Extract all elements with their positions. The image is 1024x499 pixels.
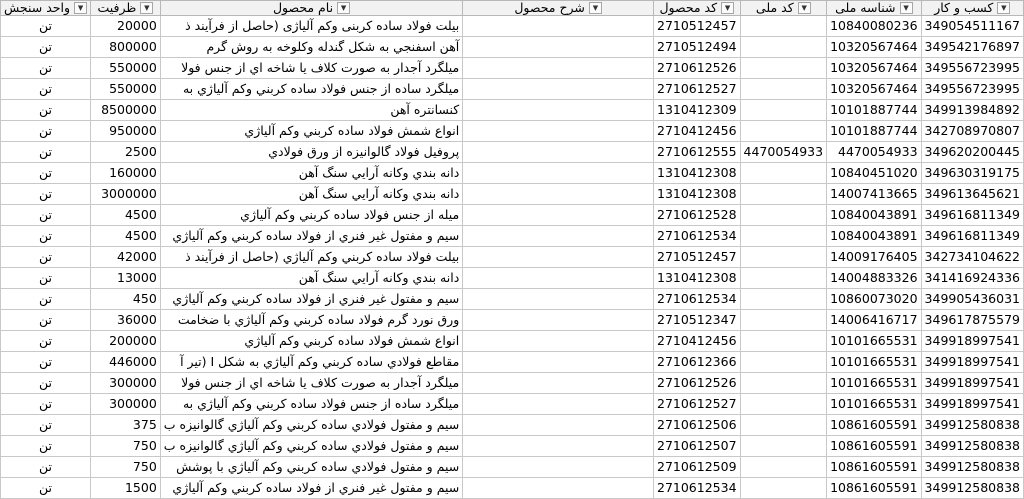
cell-business-code[interactable]: 349912580838 xyxy=(921,457,1023,478)
cell-national-code[interactable] xyxy=(740,163,827,184)
cell-national-code[interactable] xyxy=(740,394,827,415)
cell-national-id[interactable]: 10840043891 xyxy=(827,205,921,226)
cell-product-desc[interactable] xyxy=(463,121,654,142)
cell-product-desc[interactable] xyxy=(463,373,654,394)
cell-business-code[interactable]: 349912580838 xyxy=(921,436,1023,457)
table-row xyxy=(1,457,1024,478)
cell-capacity[interactable]: 375 xyxy=(91,415,161,436)
cell-business-code[interactable]: 349613645621 xyxy=(921,184,1023,205)
table-row xyxy=(1,247,1024,268)
cell-national-code[interactable] xyxy=(740,331,827,352)
cell-capacity[interactable]: 160000 xyxy=(91,163,161,184)
filter-dropdown-icon[interactable]: ▼ xyxy=(798,2,811,14)
cell-national-id[interactable]: 10860073020 xyxy=(827,289,921,310)
header-unit[interactable] xyxy=(1,1,91,16)
cell-national-id[interactable]: 10101887744 xyxy=(827,100,921,121)
cell-national-id[interactable]: 10861605591 xyxy=(827,478,921,499)
cell-national-id[interactable]: 10320567464 xyxy=(827,37,921,58)
cell-product-name[interactable]: ميلگرد آجدار به صورت کلاف یا شاخه اي از جنس فولا xyxy=(160,373,462,394)
cell-product-code[interactable]: 2710612534 xyxy=(654,226,741,247)
cell-national-code[interactable] xyxy=(740,37,827,58)
cell-business-code[interactable]: 349556723995 xyxy=(921,58,1023,79)
cell-capacity[interactable]: 550000 xyxy=(91,58,161,79)
cell-national-code[interactable] xyxy=(740,289,827,310)
cell-national-code[interactable] xyxy=(740,58,827,79)
cell-unit[interactable]: تن xyxy=(1,352,91,373)
cell-unit[interactable]: تن xyxy=(1,142,91,163)
cell-unit[interactable]: تن xyxy=(1,457,91,478)
cell-product-name[interactable]: سيم و مفتول فولادي ساده کربني وکم آلیاژي گالوانيزه ب xyxy=(160,415,462,436)
cell-product-name[interactable]: کنسانتره آهن xyxy=(160,100,462,121)
cell-national-id[interactable]: 10861605591 xyxy=(827,415,921,436)
cell-unit[interactable]: تن xyxy=(1,373,91,394)
cell-national-id[interactable]: 10101887744 xyxy=(827,121,921,142)
cell-product-name[interactable]: ميلگرد ساده از جنس فولاد ساده کربني وکم آلیاژي به xyxy=(160,394,462,415)
cell-product-desc[interactable] xyxy=(463,352,654,373)
cell-business-code[interactable]: 349912580838 xyxy=(921,478,1023,499)
cell-product-name[interactable]: سيم و مفتول غير فنري از فولاد ساده کربني وکم آلیاژي xyxy=(160,226,462,247)
table-row xyxy=(1,331,1024,352)
cell-capacity[interactable]: 2500 xyxy=(91,142,161,163)
cell-product-desc[interactable] xyxy=(463,16,654,37)
cell-product-code[interactable]: 2710612534 xyxy=(654,289,741,310)
cell-business-code[interactable]: 349912580838 xyxy=(921,415,1023,436)
cell-unit[interactable]: تن xyxy=(1,205,91,226)
cell-national-id[interactable]: 10320567464 xyxy=(827,79,921,100)
cell-national-code[interactable]: 4470054933 xyxy=(740,142,827,163)
cell-capacity[interactable]: 200000 xyxy=(91,331,161,352)
cell-product-code[interactable]: 2710612527 xyxy=(654,394,741,415)
cell-product-code[interactable]: 1310412309 xyxy=(654,100,741,121)
cell-product-code[interactable]: 2710612528 xyxy=(654,205,741,226)
cell-national-code[interactable] xyxy=(740,373,827,394)
cell-product-code[interactable]: 2710612506 xyxy=(654,415,741,436)
cell-product-code[interactable]: 2710512494 xyxy=(654,37,741,58)
table-row xyxy=(1,205,1024,226)
cell-business-code[interactable]: 349918997541 xyxy=(921,373,1023,394)
cell-unit[interactable]: تن xyxy=(1,394,91,415)
table-row xyxy=(1,184,1024,205)
cell-product-desc[interactable] xyxy=(463,394,654,415)
cell-national-code[interactable] xyxy=(740,184,827,205)
cell-capacity[interactable]: 450 xyxy=(91,289,161,310)
table-row xyxy=(1,436,1024,457)
cell-business-code[interactable]: 349542176897 xyxy=(921,37,1023,58)
cell-capacity[interactable]: 1500 xyxy=(91,478,161,499)
cell-business-code[interactable]: 349918997541 xyxy=(921,394,1023,415)
cell-product-name[interactable]: سيم و مفتول غير فنري از فولاد ساده کربني وکم آلیاژي xyxy=(160,289,462,310)
cell-product-code[interactable]: 1310412308 xyxy=(654,268,741,289)
cell-product-name[interactable]: دانه بندي وکانه آرایي سنگ آهن xyxy=(160,163,462,184)
cell-product-code[interactable]: 2710612507 xyxy=(654,436,741,457)
cell-national-code[interactable] xyxy=(740,247,827,268)
cell-product-desc[interactable] xyxy=(463,79,654,100)
cell-unit[interactable]: تن xyxy=(1,415,91,436)
cell-unit[interactable]: تن xyxy=(1,184,91,205)
cell-capacity[interactable]: 300000 xyxy=(91,394,161,415)
cell-product-desc[interactable] xyxy=(463,226,654,247)
cell-national-code[interactable] xyxy=(740,310,827,331)
cell-product-name[interactable]: انواع شمش فولاد ساده کربني وکم آلیاژي xyxy=(160,331,462,352)
cell-national-code[interactable] xyxy=(740,415,827,436)
cell-capacity[interactable]: 42000 xyxy=(91,247,161,268)
header-capacity[interactable] xyxy=(91,1,161,16)
cell-product-desc[interactable] xyxy=(463,142,654,163)
header-row xyxy=(1,1,1024,16)
header-product-desc[interactable] xyxy=(463,1,654,16)
cell-product-desc[interactable] xyxy=(463,289,654,310)
cell-national-id[interactable]: 10840451020 xyxy=(827,163,921,184)
cell-national-id[interactable]: 10840080236 xyxy=(827,16,921,37)
header-national-code-label: کد ملی xyxy=(755,0,794,15)
table-row xyxy=(1,394,1024,415)
cell-product-code[interactable]: 1310412308 xyxy=(654,184,741,205)
cell-national-code[interactable] xyxy=(740,478,827,499)
cell-product-code[interactable]: 2710612366 xyxy=(654,352,741,373)
table-row xyxy=(1,58,1024,79)
cell-capacity[interactable]: 300000 xyxy=(91,373,161,394)
header-product-name[interactable] xyxy=(160,1,462,16)
cell-product-code[interactable]: 2710612555 xyxy=(654,142,741,163)
table-row xyxy=(1,310,1024,331)
cell-national-id[interactable]: 14009176405 xyxy=(827,247,921,268)
cell-unit[interactable]: تن xyxy=(1,478,91,499)
cell-product-code[interactable]: 2710512457 xyxy=(654,16,741,37)
cell-product-desc[interactable] xyxy=(463,205,654,226)
cell-national-id[interactable]: 14004883326 xyxy=(827,268,921,289)
table-body xyxy=(1,16,1024,499)
table-row xyxy=(1,121,1024,142)
cell-business-code[interactable]: 349054511167 xyxy=(921,16,1023,37)
table-row xyxy=(1,37,1024,58)
cell-national-id[interactable]: 10101665531 xyxy=(827,373,921,394)
table-row xyxy=(1,79,1024,100)
cell-capacity[interactable]: 446000 xyxy=(91,352,161,373)
cell-national-code[interactable] xyxy=(740,16,827,37)
cell-product-code[interactable]: 2710512347 xyxy=(654,310,741,331)
cell-product-name[interactable]: ميلگرد آجدار به صورت کلاف یا شاخه اي از جنس فولا xyxy=(160,58,462,79)
cell-business-code[interactable]: 349616811349 xyxy=(921,205,1023,226)
cell-product-desc[interactable] xyxy=(463,436,654,457)
cell-business-code[interactable]: 349630319175 xyxy=(921,163,1023,184)
filter-dropdown-icon[interactable]: ▼ xyxy=(337,2,350,14)
filter-dropdown-icon[interactable]: ▼ xyxy=(900,2,913,14)
cell-product-name[interactable]: ميله از جنس فولاد ساده کربني وکم آلیاژي xyxy=(160,205,462,226)
cell-product-name[interactable]: سيم و مفتول غير فنري از فولاد ساده کربني وکم آلیاژي xyxy=(160,478,462,499)
cell-product-desc[interactable] xyxy=(463,268,654,289)
cell-national-id[interactable]: 10101665531 xyxy=(827,331,921,352)
cell-product-name[interactable]: بیلت فولاد ساده کربنی وکم آلیاژی (حاصل از فرآیند ذ xyxy=(160,16,462,37)
cell-product-name[interactable]: ميلگرد ساده از جنس فولاد ساده کربني وکم آلیاژي به xyxy=(160,79,462,100)
cell-business-code[interactable]: 341416924336 xyxy=(921,268,1023,289)
cell-national-id[interactable]: 14006416717 xyxy=(827,310,921,331)
cell-capacity[interactable]: 20000 xyxy=(91,16,161,37)
cell-product-name[interactable]: پروفيل فولاد گالوانيزه از ورق فولادي xyxy=(160,142,462,163)
cell-product-name[interactable]: دانه بندي وکانه آرایي سنگ آهن xyxy=(160,268,462,289)
cell-capacity[interactable]: 550000 xyxy=(91,79,161,100)
table-row xyxy=(1,100,1024,121)
cell-capacity[interactable]: 750 xyxy=(91,436,161,457)
header-national-code[interactable] xyxy=(740,1,827,16)
cell-capacity[interactable]: 8500000 xyxy=(91,100,161,121)
cell-product-code[interactable]: 2710512457 xyxy=(654,247,741,268)
cell-unit[interactable]: تن xyxy=(1,121,91,142)
cell-business-code[interactable]: 349617875579 xyxy=(921,310,1023,331)
cell-capacity[interactable]: 3000000 xyxy=(91,184,161,205)
cell-product-code[interactable]: 2710412456 xyxy=(654,121,741,142)
cell-product-desc[interactable] xyxy=(463,163,654,184)
cell-unit[interactable]: تن xyxy=(1,226,91,247)
header-product-code-label: کد محصول xyxy=(659,0,718,15)
cell-unit[interactable]: تن xyxy=(1,79,91,100)
cell-product-name[interactable]: انواع شمش فولاد ساده کربني وکم آلیاژي xyxy=(160,121,462,142)
header-business-code[interactable] xyxy=(921,1,1023,16)
cell-capacity[interactable]: 36000 xyxy=(91,310,161,331)
cell-national-code[interactable] xyxy=(740,205,827,226)
cell-business-code[interactable]: 349620200445 xyxy=(921,142,1023,163)
cell-national-code[interactable] xyxy=(740,121,827,142)
cell-product-code[interactable]: 2710612527 xyxy=(654,79,741,100)
cell-business-code[interactable]: 342708970807 xyxy=(921,121,1023,142)
table-row xyxy=(1,163,1024,184)
table-row xyxy=(1,352,1024,373)
cell-product-code[interactable]: 2710612534 xyxy=(654,478,741,499)
cell-unit[interactable]: تن xyxy=(1,16,91,37)
cell-product-code[interactable]: 2710412456 xyxy=(654,331,741,352)
cell-product-name[interactable]: دانه بندي وکانه آرایي سنگ آهن xyxy=(160,184,462,205)
table-row xyxy=(1,415,1024,436)
cell-national-code[interactable] xyxy=(740,79,827,100)
filter-dropdown-icon[interactable]: ▼ xyxy=(997,2,1010,14)
cell-product-name[interactable]: آهن اسفنجي به شکل گندله وکلوخه به روش گرم xyxy=(160,37,462,58)
header-product-name-label: نام محصول xyxy=(272,0,334,15)
header-business-code-label: کسب و کار xyxy=(934,0,994,15)
header-capacity-label: ظرفیت xyxy=(97,0,137,15)
cell-national-id[interactable]: 10840043891 xyxy=(827,226,921,247)
cell-unit[interactable]: تن xyxy=(1,310,91,331)
cell-product-desc[interactable] xyxy=(463,457,654,478)
cell-product-code[interactable]: 2710612526 xyxy=(654,58,741,79)
cell-unit[interactable]: تن xyxy=(1,436,91,457)
cell-capacity[interactable]: 13000 xyxy=(91,268,161,289)
cell-product-desc[interactable] xyxy=(463,478,654,499)
cell-capacity[interactable]: 4500 xyxy=(91,226,161,247)
cell-national-code[interactable] xyxy=(740,268,827,289)
cell-national-id[interactable]: 4470054933 xyxy=(827,142,921,163)
cell-national-id[interactable]: 10320567464 xyxy=(827,58,921,79)
cell-business-code[interactable]: 349913984892 xyxy=(921,100,1023,121)
cell-unit[interactable]: تن xyxy=(1,331,91,352)
table-row xyxy=(1,16,1024,37)
cell-national-id[interactable]: 10861605591 xyxy=(827,457,921,478)
cell-national-code[interactable] xyxy=(740,226,827,247)
cell-product-name[interactable]: سيم و مفتول فولادي ساده کربني وکم آلیاژي با پوشش xyxy=(160,457,462,478)
cell-business-code[interactable]: 349918997541 xyxy=(921,331,1023,352)
cell-capacity[interactable]: 4500 xyxy=(91,205,161,226)
cell-product-desc[interactable] xyxy=(463,184,654,205)
cell-national-id[interactable]: 10101665531 xyxy=(827,394,921,415)
table-row xyxy=(1,289,1024,310)
table-row xyxy=(1,478,1024,499)
cell-product-name[interactable]: مقاطع فولادي ساده کربني وکم آلیاژي به شکل I (تير آ xyxy=(160,352,462,373)
cell-unit[interactable]: تن xyxy=(1,289,91,310)
cell-product-desc[interactable] xyxy=(463,100,654,121)
cell-product-name[interactable]: ورق نورد گرم فولاد ساده کربني وکم آلیاژي با ضخامت xyxy=(160,310,462,331)
cell-unit[interactable]: تن xyxy=(1,100,91,121)
table-row xyxy=(1,373,1024,394)
cell-business-code[interactable]: 349905436031 xyxy=(921,289,1023,310)
cell-business-code[interactable]: 349918997541 xyxy=(921,352,1023,373)
table-row xyxy=(1,142,1024,163)
cell-national-code[interactable] xyxy=(740,100,827,121)
cell-national-code[interactable] xyxy=(740,457,827,478)
cell-unit[interactable]: تن xyxy=(1,247,91,268)
cell-product-code[interactable]: 2710612509 xyxy=(654,457,741,478)
cell-unit[interactable]: تن xyxy=(1,268,91,289)
header-national-id[interactable] xyxy=(827,1,921,16)
filter-dropdown-icon[interactable]: ▼ xyxy=(589,2,602,14)
table-row xyxy=(1,268,1024,289)
cell-product-name[interactable]: سيم و مفتول فولادي ساده کربني وکم آلیاژي گالوانيزه ب xyxy=(160,436,462,457)
filter-dropdown-icon[interactable]: ▼ xyxy=(721,2,734,14)
cell-capacity[interactable]: 750 xyxy=(91,457,161,478)
cell-product-desc[interactable] xyxy=(463,310,654,331)
cell-product-desc[interactable] xyxy=(463,37,654,58)
cell-national-code[interactable] xyxy=(740,352,827,373)
table-row xyxy=(1,226,1024,247)
cell-national-id[interactable]: 10101665531 xyxy=(827,352,921,373)
cell-product-desc[interactable] xyxy=(463,415,654,436)
cell-national-id[interactable]: 14007413665 xyxy=(827,184,921,205)
cell-product-name[interactable]: بيلت فولاد ساده کربني وکم آلیاژي (حاصل از فرآیند ذ xyxy=(160,247,462,268)
cell-unit[interactable]: تن xyxy=(1,37,91,58)
cell-unit[interactable]: تن xyxy=(1,58,91,79)
cell-product-code[interactable]: 2710612526 xyxy=(654,373,741,394)
cell-capacity[interactable]: 800000 xyxy=(91,37,161,58)
cell-product-desc[interactable] xyxy=(463,247,654,268)
cell-business-code[interactable]: 349616811349 xyxy=(921,226,1023,247)
cell-product-desc[interactable] xyxy=(463,331,654,352)
filter-dropdown-icon[interactable]: ▼ xyxy=(140,2,153,14)
cell-product-code[interactable]: 1310412308 xyxy=(654,163,741,184)
cell-national-code[interactable] xyxy=(740,436,827,457)
cell-business-code[interactable]: 349556723995 xyxy=(921,79,1023,100)
header-product-code[interactable] xyxy=(654,1,741,16)
cell-business-code[interactable]: 342734104622 xyxy=(921,247,1023,268)
cell-unit[interactable]: تن xyxy=(1,163,91,184)
cell-product-desc[interactable] xyxy=(463,58,654,79)
filter-dropdown-icon[interactable]: ▼ xyxy=(74,2,87,14)
header-product-desc-label: شرح محصول xyxy=(514,0,585,15)
cell-national-id[interactable]: 10861605591 xyxy=(827,436,921,457)
header-unit-label: واحد سنجش xyxy=(4,0,71,15)
header-national-id-label: شناسه ملی xyxy=(835,0,896,15)
cell-capacity[interactable]: 950000 xyxy=(91,121,161,142)
